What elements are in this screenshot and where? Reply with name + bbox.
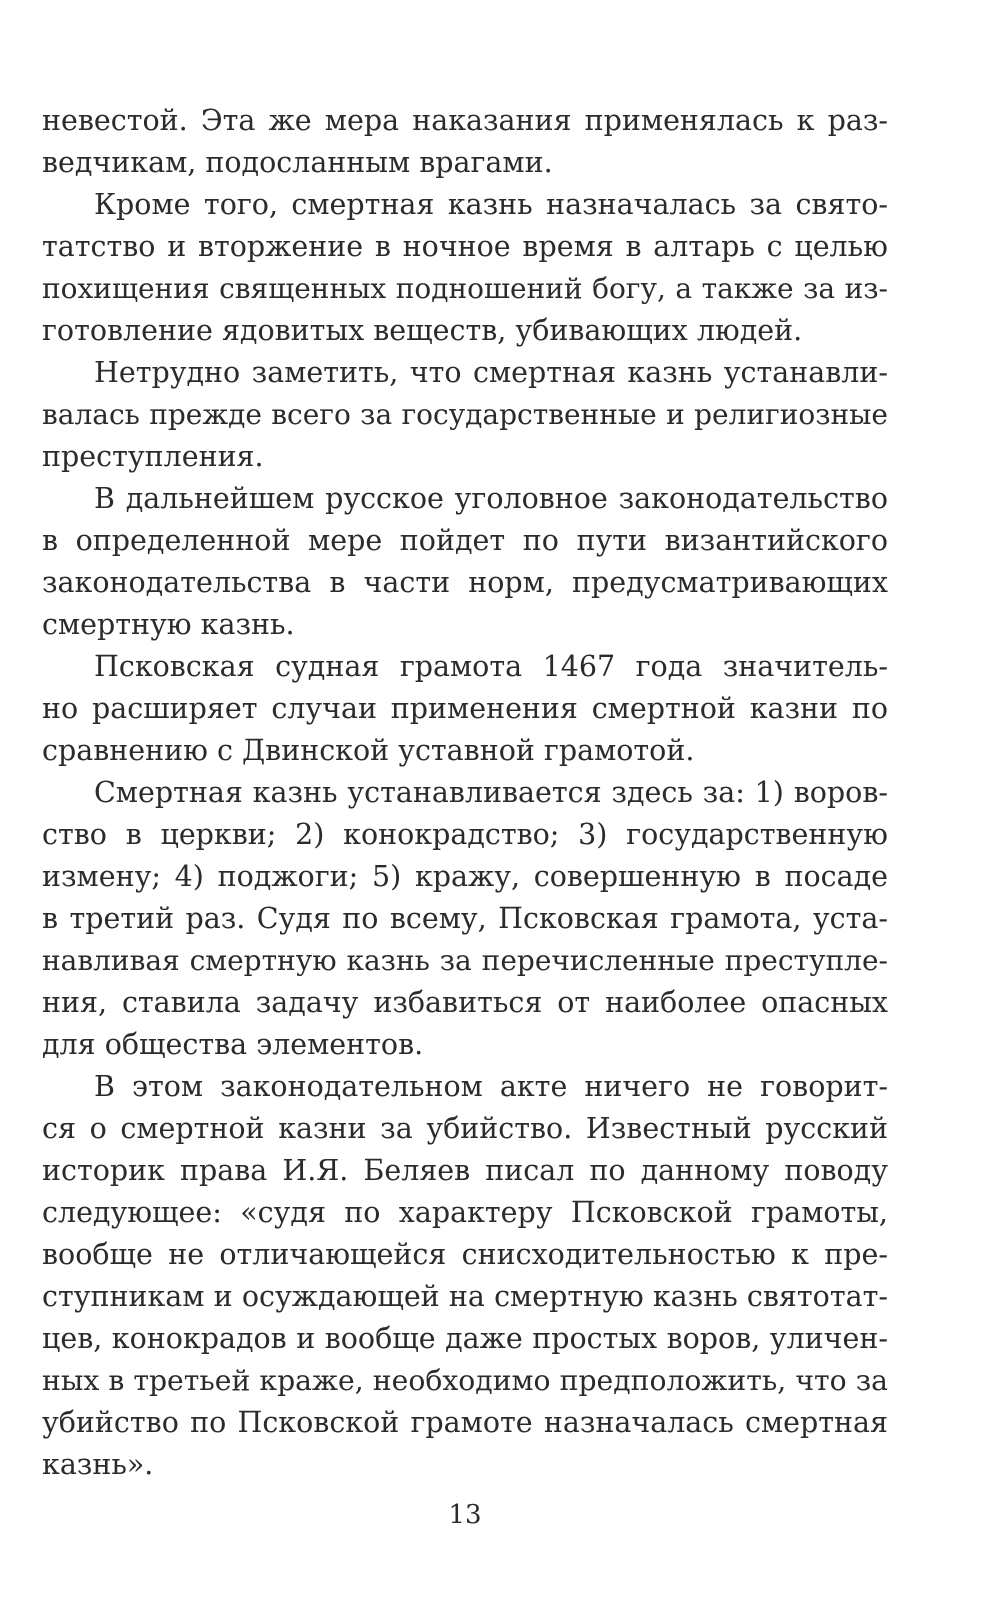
text-line: Кроме того, смертная казнь назначалась за свято- — [94, 188, 888, 221]
text-line: вообще не отличающейся снисходительностью к пре- — [42, 1238, 888, 1271]
text-line: преступления. — [42, 440, 264, 473]
text-line: Псковская судная грамота 1467 года значитель- — [94, 650, 888, 683]
text-line: Нетрудно заметить, что смертная казнь устанавли- — [94, 356, 888, 389]
text-line: ступникам и осуждающей на смертную казнь святотат- — [42, 1280, 888, 1313]
text-line: измену; 4) поджоги; 5) кражу, совершенную в посаде — [42, 860, 888, 893]
text-line: законодательства в части норм, предусматривающих — [42, 566, 888, 599]
text-line: валась прежде всего за государственные и религиозные — [42, 398, 888, 431]
text-line: похищения священных подношений богу, а также за из- — [42, 272, 888, 305]
text-line: казнь». — [42, 1448, 154, 1481]
text-line: ство в церкви; 2) конокрадство; 3) государственную — [42, 818, 888, 851]
text-line: Смертная казнь устанавливается здесь за: 1) воров- — [94, 776, 888, 809]
text-line: сравнению с Двинской уставной грамотой. — [42, 734, 695, 767]
text-line: готовление ядовитых веществ, убивающих людей. — [42, 314, 803, 347]
text-line: В этом законодательном акте ничего не говорит- — [94, 1070, 888, 1103]
page-number: 13 — [448, 1500, 482, 1530]
text-line: навливая смертную казнь за перечисленные преступле- — [42, 944, 888, 977]
text-line: цев, конокрадов и вообще даже простых воров, уличен- — [42, 1322, 888, 1355]
text-line: ния, ставила задачу избавиться от наиболее опасных — [42, 986, 888, 1019]
text-line: следующее: «судя по характеру Псковской грамоты, — [42, 1196, 888, 1229]
text-line: смертную казнь. — [42, 608, 295, 641]
text-line: для общества элементов. — [42, 1028, 424, 1061]
body-text — [42, 100, 888, 1486]
text-line: ных в третьей краже, необходимо предположить, что за — [42, 1364, 888, 1397]
text-line: убийство по Псковской грамоте назначалась смертная — [42, 1406, 888, 1439]
text-line: ся о смертной казни за убийство. Известный русский — [42, 1112, 888, 1145]
text-line: в определенной мере пойдет по пути византийского — [42, 524, 888, 557]
text-line: ведчикам, подосланным врагами. — [42, 146, 553, 179]
text-line: татство и вторжение в ночное время в алтарь с целью — [42, 230, 888, 263]
text-line: В дальнейшем русское уголовное законодательство — [94, 482, 888, 515]
text-line: историк права И.Я. Беляев писал по данному поводу — [42, 1154, 888, 1187]
text-line: но расширяет случаи применения смертной казни по — [42, 692, 888, 725]
text-line: невестой. Эта же мера наказания применялась к раз- — [42, 104, 888, 137]
text-line: в третий раз. Судя по всему, Псковская грамота, уста- — [42, 902, 888, 935]
